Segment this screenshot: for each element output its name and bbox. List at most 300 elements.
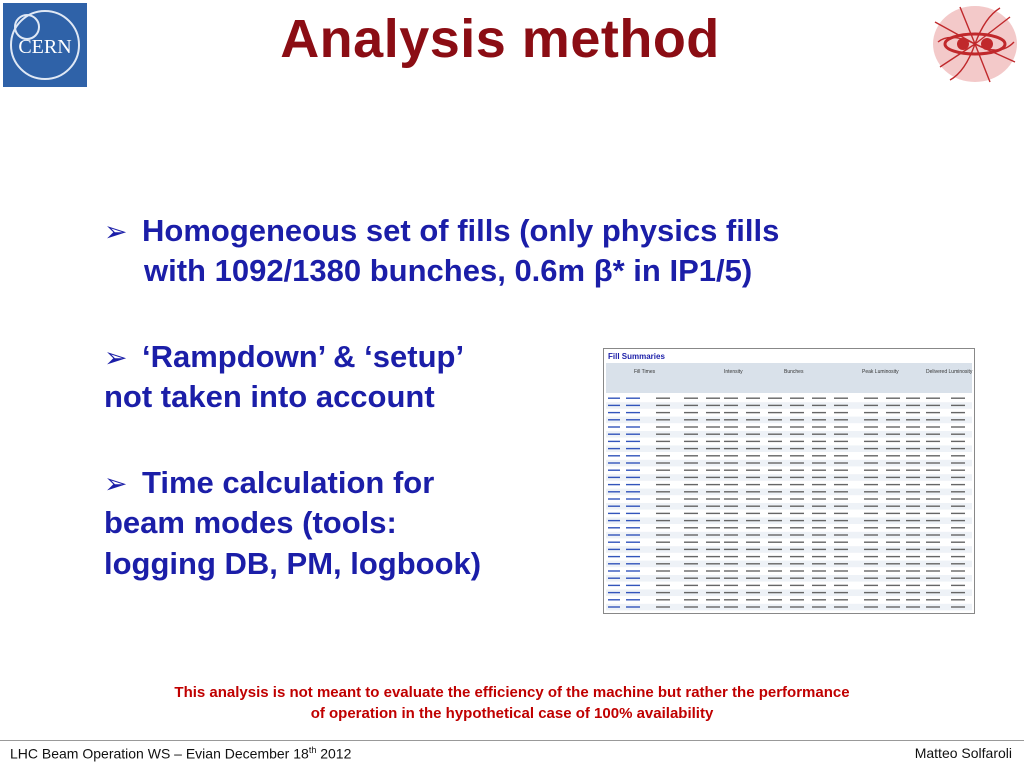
table-cell — [886, 549, 900, 550]
table-cell — [906, 477, 920, 478]
table-cell — [656, 556, 670, 557]
table-cell — [864, 405, 878, 406]
table-cell — [864, 434, 878, 435]
table-cell — [608, 527, 620, 528]
table-cell — [684, 426, 698, 427]
table-cell — [886, 563, 900, 564]
table-cell — [626, 534, 640, 535]
table-cell — [768, 491, 782, 492]
table-cell — [886, 441, 900, 442]
table-cell — [926, 585, 940, 586]
table-cell — [812, 585, 826, 586]
table-cell — [768, 412, 782, 413]
table-cell — [768, 513, 782, 514]
table-cell — [926, 455, 940, 456]
table-cell — [864, 462, 878, 463]
table-cell — [886, 592, 900, 593]
table-cell — [951, 419, 965, 420]
table-cell — [951, 542, 965, 543]
table-cell — [864, 498, 878, 499]
table-cell — [886, 542, 900, 543]
table-cell — [724, 441, 738, 442]
table-cell — [656, 448, 670, 449]
table-cell — [608, 462, 620, 463]
table-cell — [724, 484, 738, 485]
table-cell — [790, 484, 804, 485]
table-cell — [834, 513, 848, 514]
table-cell — [926, 405, 940, 406]
table-cell — [926, 563, 940, 564]
table-cell — [724, 513, 738, 514]
table-cell — [834, 606, 848, 607]
table-cell — [684, 484, 698, 485]
table-cell — [724, 462, 738, 463]
table-cell — [951, 506, 965, 507]
table-cell — [951, 426, 965, 427]
table-cell — [951, 556, 965, 557]
table-cell — [926, 426, 940, 427]
bullet-homogeneous-fills — [104, 211, 924, 292]
table-cell — [906, 585, 920, 586]
table-cell — [656, 513, 670, 514]
bullet-text-line: not taken into account — [104, 379, 435, 415]
table-cell — [724, 527, 738, 528]
table-cell — [746, 412, 760, 413]
table-cell — [812, 534, 826, 535]
table-cell — [706, 448, 720, 449]
table-cell — [656, 441, 670, 442]
table-cell — [706, 441, 720, 442]
table-cell — [834, 455, 848, 456]
table-cell — [768, 606, 782, 607]
table-cell — [906, 484, 920, 485]
table-group-label: Bunches — [784, 369, 804, 375]
table-cell — [706, 578, 720, 579]
table-cell — [906, 542, 920, 543]
table-cell — [656, 506, 670, 507]
table-cell — [684, 412, 698, 413]
table-cell — [951, 549, 965, 550]
table-cell — [724, 520, 738, 521]
table-cell — [706, 455, 720, 456]
table-cell — [834, 534, 848, 535]
table-cell — [864, 412, 878, 413]
table-cell — [626, 455, 640, 456]
table-cell — [656, 455, 670, 456]
table-cell — [768, 434, 782, 435]
table-cell — [812, 563, 826, 564]
table-cell — [684, 513, 698, 514]
table-cell — [886, 419, 900, 420]
table-cell — [656, 419, 670, 420]
table-cell — [656, 520, 670, 521]
table-cell — [768, 426, 782, 427]
table-cell — [608, 513, 620, 514]
table-cell — [684, 448, 698, 449]
table-cell — [724, 592, 738, 593]
disclaimer-note — [60, 682, 964, 724]
table-cell — [926, 542, 940, 543]
table-cell — [768, 419, 782, 420]
table-cell — [684, 563, 698, 564]
table-cell — [746, 462, 760, 463]
table-cell — [906, 506, 920, 507]
table-cell — [706, 491, 720, 492]
table-cell — [812, 405, 826, 406]
table-cell — [656, 498, 670, 499]
table-cell — [706, 563, 720, 564]
table-cell — [926, 556, 940, 557]
table-cell — [812, 484, 826, 485]
table-cell — [656, 542, 670, 543]
table-cell — [906, 563, 920, 564]
table-cell — [608, 398, 620, 399]
table-cell — [886, 448, 900, 449]
table-cell — [834, 484, 848, 485]
table-cell — [790, 578, 804, 579]
table-cell — [906, 398, 920, 399]
table-cell — [951, 441, 965, 442]
table-cell — [864, 419, 878, 420]
table-cell — [706, 506, 720, 507]
table-cell — [926, 434, 940, 435]
table-group-label: Delivered Luminosity — [926, 369, 973, 375]
table-cell — [768, 462, 782, 463]
table-cell — [906, 570, 920, 571]
table-cell — [812, 491, 826, 492]
table-cell — [746, 434, 760, 435]
footer-event-year: 2012 — [316, 745, 352, 762]
table-cell — [951, 599, 965, 600]
table-cell — [706, 498, 720, 499]
table-cell — [906, 520, 920, 521]
table-cell — [926, 491, 940, 492]
table-cell — [951, 592, 965, 593]
footer-event-text: LHC Beam Operation WS – Evian December 18 — [10, 745, 309, 762]
table-cell — [864, 426, 878, 427]
table-cell — [608, 477, 620, 478]
table-cell — [768, 448, 782, 449]
table-cell — [724, 434, 738, 435]
table-cell — [706, 556, 720, 557]
table-cell — [951, 527, 965, 528]
table-cell — [812, 398, 826, 399]
table-cell — [926, 412, 940, 413]
table-header — [606, 363, 972, 393]
table-cell — [684, 520, 698, 521]
table-cell — [768, 498, 782, 499]
table-cell — [768, 470, 782, 471]
table-cell — [926, 599, 940, 600]
table-cell — [608, 470, 620, 471]
table-cell — [626, 585, 640, 586]
table-cell — [746, 441, 760, 442]
footer-superscript: th — [308, 745, 317, 755]
table-cell — [626, 448, 640, 449]
table-cell — [608, 599, 620, 600]
table-cell — [886, 513, 900, 514]
table-cell — [706, 398, 720, 399]
table-cell — [906, 419, 920, 420]
table-cell — [790, 542, 804, 543]
table-cell — [864, 549, 878, 550]
table-group-label: Peak Luminosity — [862, 369, 899, 375]
table-cell — [608, 563, 620, 564]
table-cell — [906, 513, 920, 514]
table-cell — [746, 520, 760, 521]
table-title: Fill Summaries — [608, 352, 665, 361]
table-cell — [626, 412, 640, 413]
table-cell — [768, 542, 782, 543]
table-cell — [951, 405, 965, 406]
table-cell — [626, 405, 640, 406]
table-cell — [864, 506, 878, 507]
table-cell — [906, 534, 920, 535]
table-cell — [790, 491, 804, 492]
table-cell — [656, 484, 670, 485]
table-cell — [906, 599, 920, 600]
table-cell — [768, 599, 782, 600]
table-cell — [684, 455, 698, 456]
table-cell — [724, 498, 738, 499]
table-cell — [684, 527, 698, 528]
table-cell — [834, 405, 848, 406]
table-cell — [768, 520, 782, 521]
table-cell — [864, 556, 878, 557]
table-cell — [951, 570, 965, 571]
table-cell — [790, 455, 804, 456]
table-cell — [886, 498, 900, 499]
table-cell — [608, 506, 620, 507]
table-cell — [864, 513, 878, 514]
table-cell — [790, 606, 804, 607]
table-cell — [864, 585, 878, 586]
arrow-bullet-icon: ➢ — [104, 468, 128, 499]
table-cell — [926, 448, 940, 449]
table-cell — [626, 563, 640, 564]
table-cell — [906, 441, 920, 442]
table-cell — [834, 412, 848, 413]
table-cell — [834, 448, 848, 449]
table-cell — [864, 534, 878, 535]
table-cell — [790, 549, 804, 550]
table-cell — [834, 556, 848, 557]
table-cell — [834, 520, 848, 521]
table-cell — [724, 570, 738, 571]
table-cell — [886, 477, 900, 478]
table-cell — [834, 578, 848, 579]
table-cell — [812, 506, 826, 507]
table-cell — [834, 549, 848, 550]
table-cell — [706, 484, 720, 485]
table-cell — [768, 527, 782, 528]
table-cell — [724, 477, 738, 478]
table-cell — [834, 527, 848, 528]
table-cell — [834, 542, 848, 543]
table-cell — [951, 520, 965, 521]
table-cell — [812, 570, 826, 571]
table-cell — [746, 419, 760, 420]
table-cell — [656, 585, 670, 586]
table-cell — [768, 578, 782, 579]
table-cell — [812, 448, 826, 449]
table-cell — [684, 534, 698, 535]
table-cell — [886, 455, 900, 456]
table-cell — [886, 599, 900, 600]
table-group-label: Intensity — [724, 369, 743, 375]
table-cell — [684, 477, 698, 478]
table-cell — [684, 606, 698, 607]
table-cell — [906, 549, 920, 550]
table-cell — [812, 556, 826, 557]
table-cell — [684, 434, 698, 435]
table-cell — [706, 426, 720, 427]
table-cell — [951, 534, 965, 535]
table-cell — [656, 412, 670, 413]
table-cell — [626, 606, 640, 607]
note-line: This analysis is not meant to evaluate the efficiency of the machine but rather the performance — [174, 684, 850, 701]
table-cell — [812, 578, 826, 579]
table-cell — [812, 599, 826, 600]
table-cell — [926, 506, 940, 507]
bullet-text-line: ‘Rampdown’ & ‘setup’ — [142, 339, 465, 374]
table-cell — [834, 592, 848, 593]
table-cell — [746, 484, 760, 485]
table-cell — [834, 398, 848, 399]
table-cell — [724, 470, 738, 471]
table-cell — [626, 434, 640, 435]
table-cell — [864, 448, 878, 449]
table-cell — [746, 506, 760, 507]
table-cell — [746, 477, 760, 478]
table-cell — [608, 419, 620, 420]
table-cell — [706, 570, 720, 571]
table-cell — [724, 585, 738, 586]
table-cell — [790, 527, 804, 528]
table-cell — [626, 470, 640, 471]
table-cell — [886, 585, 900, 586]
table-cell — [886, 426, 900, 427]
table-cell — [834, 426, 848, 427]
table-cell — [834, 491, 848, 492]
table-cell — [724, 448, 738, 449]
table-cell — [656, 563, 670, 564]
table-cell — [608, 606, 620, 607]
table-cell — [656, 549, 670, 550]
table-cell — [608, 426, 620, 427]
table-cell — [812, 412, 826, 413]
table-cell — [626, 556, 640, 557]
table-cell — [951, 484, 965, 485]
table-cell — [608, 520, 620, 521]
table-cell — [926, 498, 940, 499]
table-cell — [626, 506, 640, 507]
table-cell — [926, 441, 940, 442]
table-cell — [724, 398, 738, 399]
table-cell — [834, 477, 848, 478]
table-cell — [746, 563, 760, 564]
table-cell — [768, 570, 782, 571]
table-cell — [656, 491, 670, 492]
table-cell — [906, 498, 920, 499]
table-cell — [926, 606, 940, 607]
table-cell — [608, 448, 620, 449]
fill-summaries-table — [604, 349, 974, 613]
table-cell — [834, 563, 848, 564]
table-cell — [790, 506, 804, 507]
table-cell — [906, 527, 920, 528]
table-cell — [656, 477, 670, 478]
table-cell — [608, 556, 620, 557]
table-cell — [608, 498, 620, 499]
table-cell — [768, 506, 782, 507]
table-cell — [926, 527, 940, 528]
table-cell — [886, 484, 900, 485]
table-cell — [626, 570, 640, 571]
table-cell — [951, 578, 965, 579]
table-cell — [746, 542, 760, 543]
table-cell — [684, 419, 698, 420]
table-cell — [746, 470, 760, 471]
table-cell — [790, 448, 804, 449]
table-cell — [834, 434, 848, 435]
table-cell — [706, 513, 720, 514]
table-cell — [724, 506, 738, 507]
table-cell — [626, 542, 640, 543]
table-cell — [706, 520, 720, 521]
table-cell — [608, 491, 620, 492]
table-cell — [684, 578, 698, 579]
table-cell — [886, 412, 900, 413]
table-cell — [608, 570, 620, 571]
table-cell — [812, 542, 826, 543]
table-cell — [906, 491, 920, 492]
table-cell — [626, 484, 640, 485]
table-cell — [724, 412, 738, 413]
table-cell — [746, 455, 760, 456]
table-cell — [626, 527, 640, 528]
table-cell — [951, 434, 965, 435]
table-cell — [684, 405, 698, 406]
table-cell — [608, 534, 620, 535]
table-cell — [906, 448, 920, 449]
table-cell — [812, 434, 826, 435]
table-cell — [864, 563, 878, 564]
table-cell — [812, 477, 826, 478]
table-cell — [608, 484, 620, 485]
bullet-text-line: Time calculation for — [142, 465, 435, 500]
table-cell — [656, 398, 670, 399]
arrow-bullet-icon: ➢ — [104, 342, 128, 373]
table-cell — [864, 441, 878, 442]
table-cell — [706, 585, 720, 586]
table-cell — [746, 570, 760, 571]
table-cell — [812, 549, 826, 550]
table-cell — [626, 599, 640, 600]
table-cell — [926, 462, 940, 463]
table-cell — [906, 578, 920, 579]
table-cell — [790, 477, 804, 478]
table-cell — [864, 542, 878, 543]
table-cell — [684, 585, 698, 586]
table-cell — [834, 498, 848, 499]
bullet-text-line: Homogeneous set of fills (only physics fills — [142, 213, 780, 248]
table-cell — [706, 412, 720, 413]
table-cell — [812, 470, 826, 471]
table-cell — [706, 542, 720, 543]
table-cell — [951, 477, 965, 478]
table-cell — [812, 527, 826, 528]
